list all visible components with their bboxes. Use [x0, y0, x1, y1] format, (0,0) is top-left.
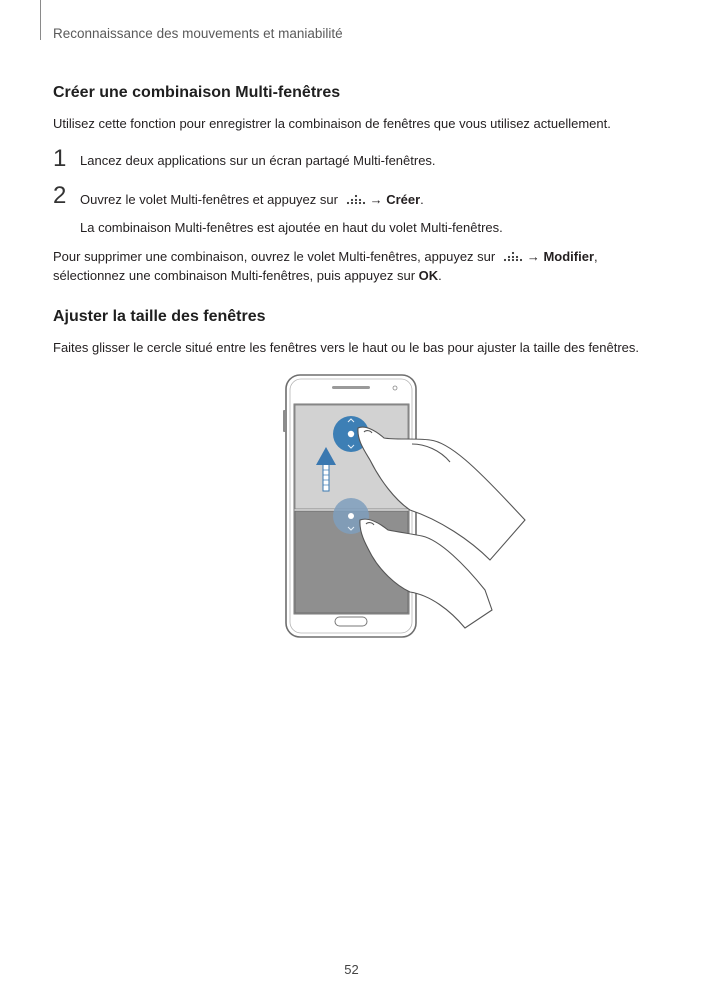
section-title-create: Créer une combinaison Multi-fenêtres [53, 84, 341, 101]
phone-split-screen-drag-illustration [280, 370, 530, 645]
remove-text: Pour supprimer une combinaison, ouvrez le volet Multi-fenêtres, appuyez sur [53, 249, 496, 264]
step-number-2: 2 [53, 182, 67, 209]
speaker-icon [332, 386, 370, 389]
create-action: Créer [386, 192, 421, 207]
side-rule [40, 0, 41, 40]
modify-action: Modifier [543, 249, 595, 264]
ok-action: OK [418, 268, 439, 283]
grid-dots-icon [502, 250, 524, 262]
comma: , [594, 249, 598, 264]
period: . [438, 268, 442, 283]
intro-paragraph: Utilisez cette fonction pour enregistrer la combinaison de fenêtres que vous utilisez actuellement. [53, 116, 611, 131]
period: . [420, 192, 424, 207]
page-number: 52 [344, 962, 359, 977]
step-text-2 [80, 190, 424, 209]
remove-text-2: sélectionnez une combinaison Multi-fenêtres, puis appuyez sur [53, 268, 416, 283]
step-text-1: Lancez deux applications sur un écran partagé Multi-fenêtres. [80, 153, 436, 168]
step-2-text: Ouvrez le volet Multi-fenêtres et appuyez sur [80, 192, 338, 207]
arrow-symbol: → [369, 192, 383, 207]
step-number-1: 1 [53, 145, 67, 172]
arrow-symbol: → [526, 249, 540, 264]
grid-dots-icon [345, 193, 367, 205]
step-2-subtext: La combinaison Multi-fenêtres est ajoutée en haut du volet Multi-fenêtres. [80, 220, 503, 235]
resize-paragraph: Faites glisser le cercle situé entre les fenêtres vers le haut ou le bas pour ajuster la taille des fenêtres. [53, 340, 640, 355]
section-title-resize: Ajuster la taille des fenêtres [53, 308, 266, 325]
home-button [335, 617, 367, 626]
running-header: Reconnaissance des mouvements et maniabilité [53, 26, 343, 41]
remove-line-1 [53, 247, 598, 266]
remove-line-2 [53, 266, 442, 285]
